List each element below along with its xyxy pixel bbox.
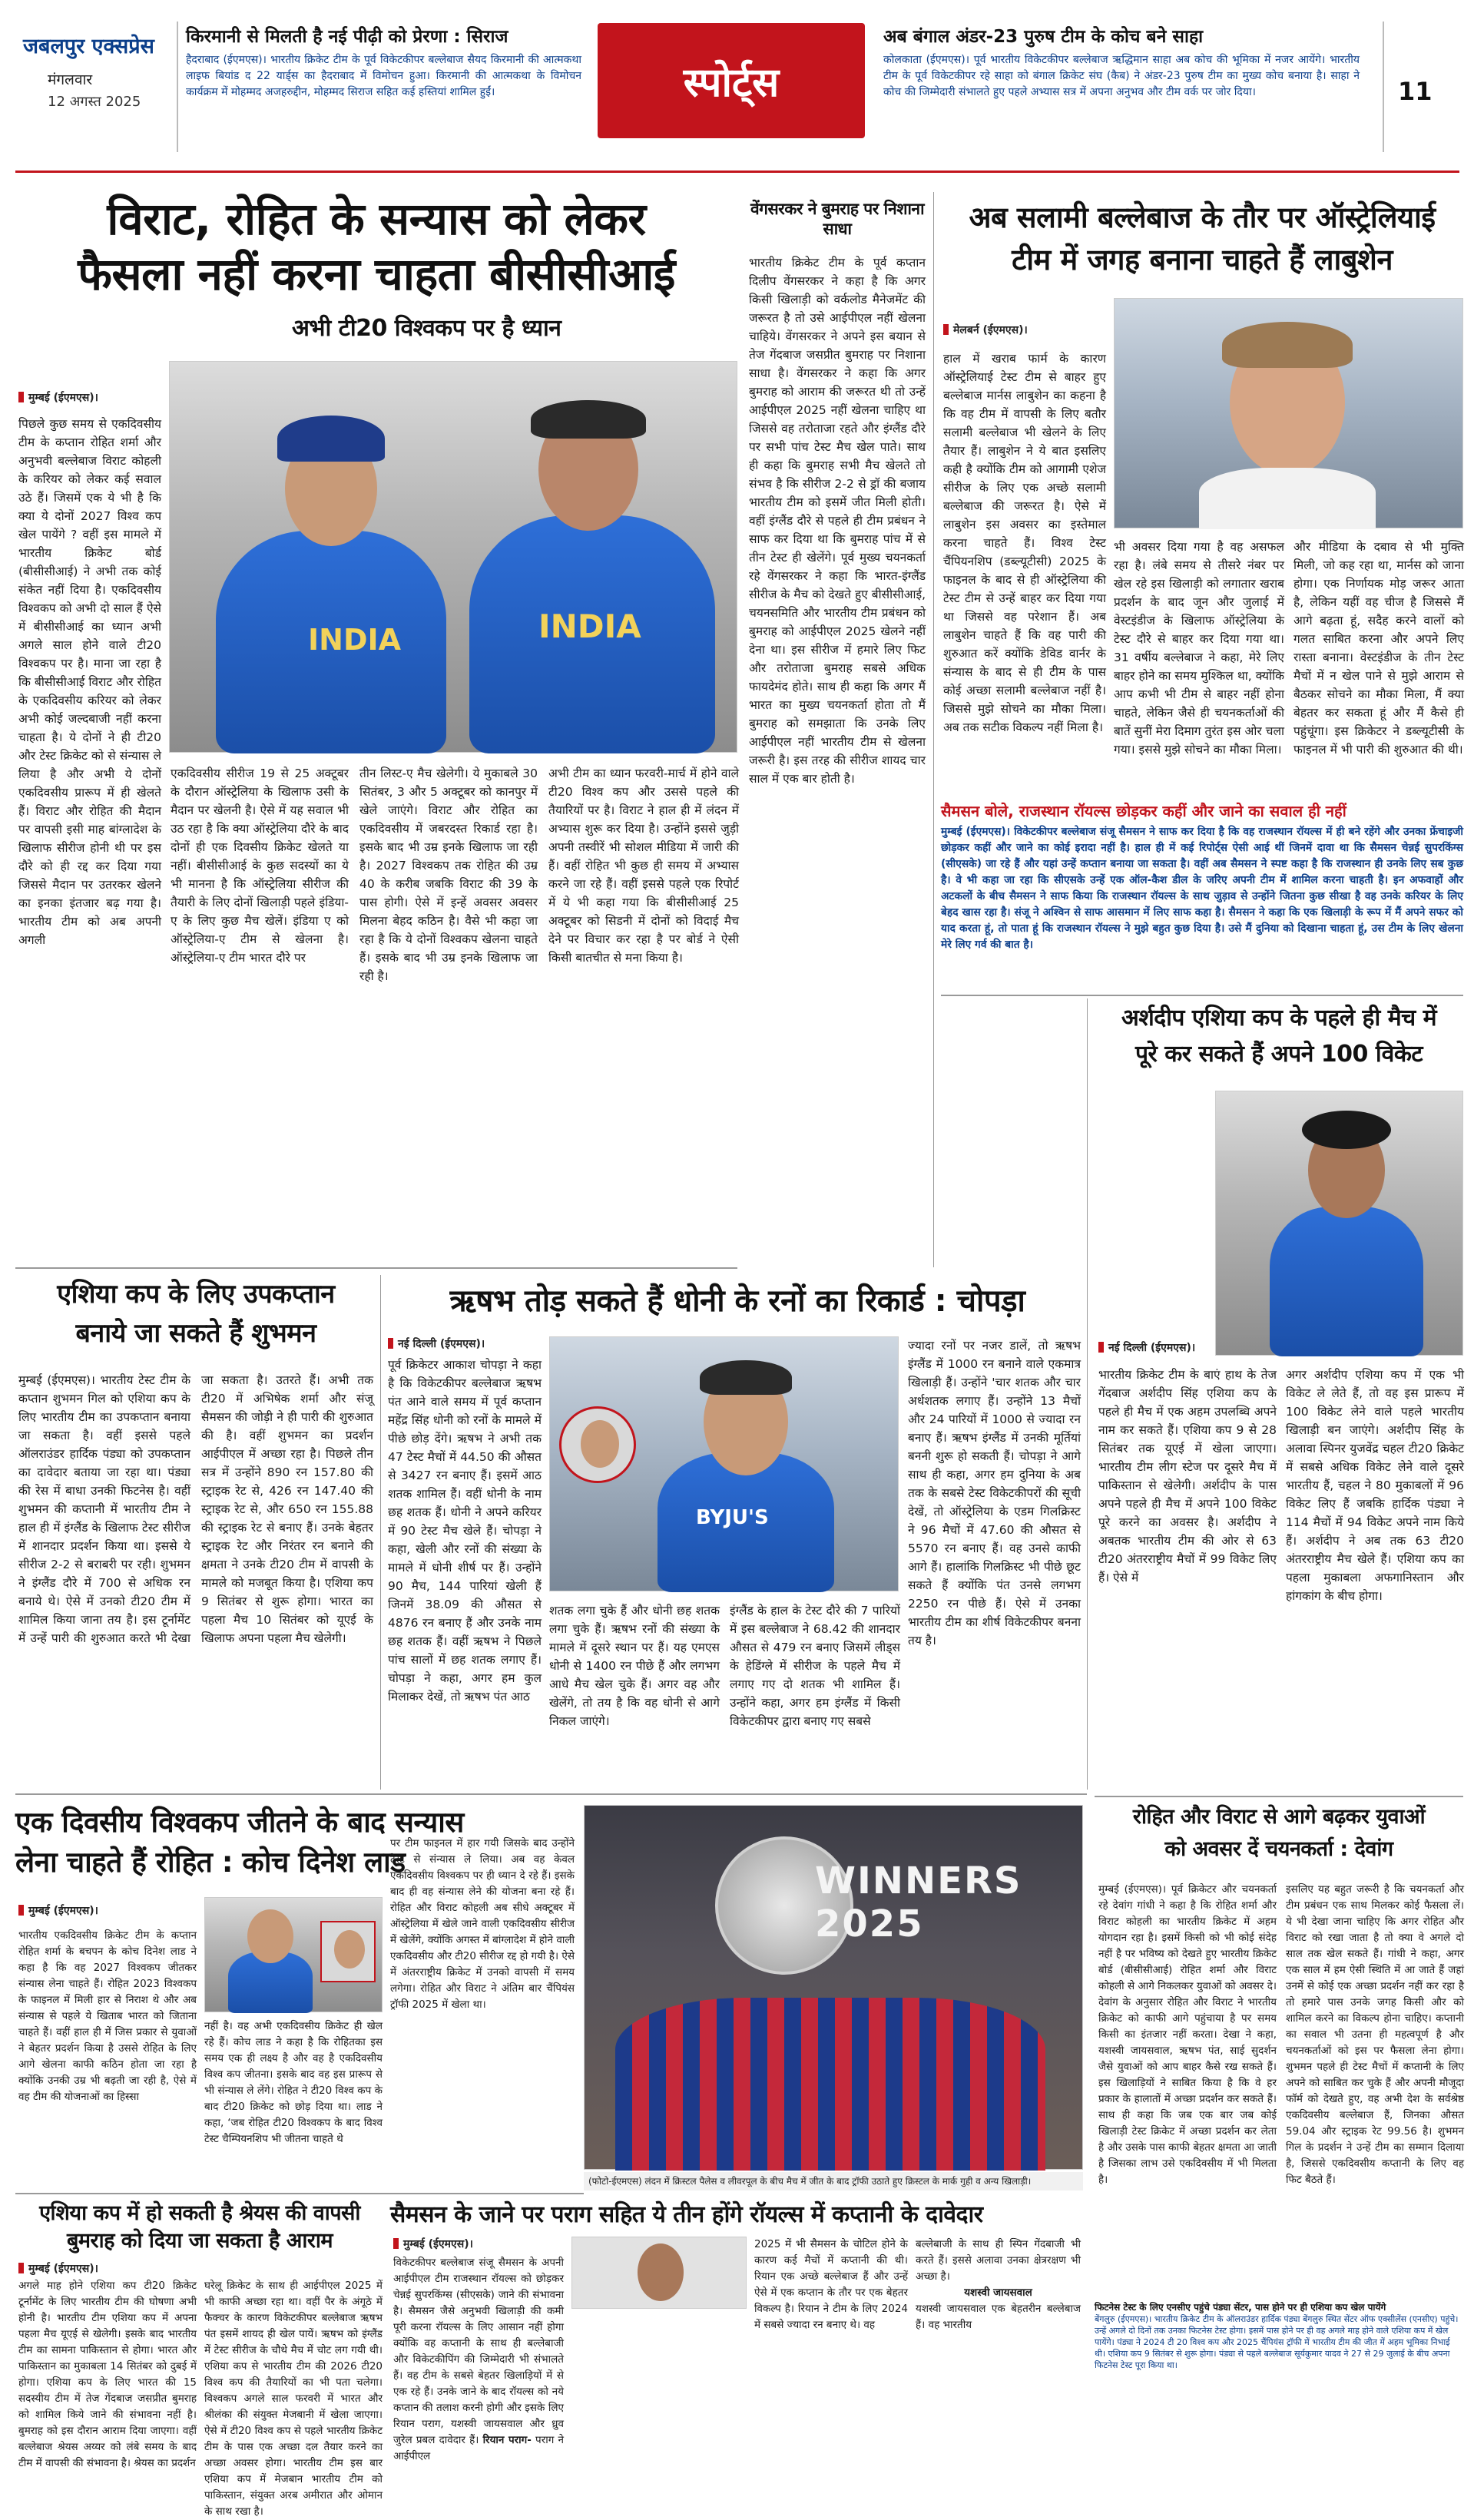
brief-saha-headline: अब बंगाल अंडर-23 पुरुष टीम के कोच बने साहा bbox=[883, 27, 1204, 47]
vengsarkar-headline: वेंगसरकर ने बुमराह पर निशाना साधा bbox=[750, 200, 925, 238]
parag-col-1-text: विकेटकीपर बल्लेबाज संजू सैमसन के अपनी आईपीएल टीम राजस्थान रॉयल्स को छोड़कर चेन्नई सुपरकिंग्स (सीएसके) जाने की संभावना है। सैमसन जैसे अनुभवी खिलाड़ी की कमी पूरी करना रॉयल्स के लिए आसान नहीं होगा क्योंकि वह कप्तानी के साथ ही बल्लेबाजी और विकेटकीपिंग की जिम्मेदारी भी संभालते हैं। वह टीम के सबसे बेहतर खिलाड़ियों में से एक रहे हैं। उनके जाने के बाद रॉयल्स को नये कप्तान की तलाश करनी होगी और इसके लिए रियान पराग, यशस्वी जायसवाल और ध्रुव जुरेल प्रबल दावेदार हैं। bbox=[393, 2257, 564, 2446]
arshdeep-byline: नई दिल्ली (ईएमएस)। bbox=[1098, 1340, 1195, 1355]
labuschagne-headline-1: अब सलामी बल्लेबाज के तौर पर ऑस्ट्रेलियाई bbox=[969, 200, 1436, 234]
virat-col-4: अभी टीम का ध्यान फरवरी-मार्च में होने वाले टी20 विश्व कप और उससे पहले की तैयारियों पर है। विराट ने हाल ही में लंदन में अभ्यास शुरू कर दिया है। उन्होंने इससे जुड़ी अपनी तस्वीरें भी सोशल मीडिया में जारी की हैं। वहीं रोहित भी कुछ ही समय में अभ्यास करने जा रहे हैं। वहीं इससे पहले एक रिपोर्ट में ये भी कहा गया कि बीसीसीआई 25 अक्टूबर को सिडनी में दोनों को विदाई मैच देने पर विचार कर रहा है पर बोर्ड ने ऐसी किसी बातचीत से मना किया है। bbox=[548, 767, 739, 965]
virat-headline-1: विराट, रोहित के सन्यास को लेकर bbox=[107, 193, 646, 245]
trophy-celebration-photo bbox=[584, 1805, 1083, 2170]
paper-day: मंगलवार bbox=[48, 71, 93, 88]
row-rule-1 bbox=[15, 1267, 737, 1269]
yuva-top-rule bbox=[1095, 1796, 1463, 1797]
pant-byline: नई दिल्ली (ईएमएस)। bbox=[388, 1336, 485, 1351]
labuschagne-col-1: हाल में खराब फार्म के कारण ऑस्ट्रेलियाई टेस्ट टीम से बाहर हुए बल्लेबाज मार्नस लाबुशेन का कहना है कि वह टीम में वापसी के लिए बतौर सलामी बल्लेबाज भी खेलने के लिए तैयार हैं। लाबुशेन ने ये बात इसलिए कही है क्योंकि टीम को आगामी एशेज सीरीज के लिए एक अच्छे सलामी बल्लेबाज की जरूरत है। ऐसे में लाबुशेन इस अवसर का इस्तेमाल करना चाहते हैं। विश्व टेस्ट चैंपियनशिप (डब्ल्यूटीसी) 2025 के फाइनल के बाद से ही ऑस्ट्रेलिया की टेस्ट टीम से उन्हें बाहर कर दिया गया था जिससे वह परेशान हैं। अब लाबुशेन चाहते हैं कि वह पारी की शुरुआत करें क्योंकि डेविड वार्नर के संन्यास के बाद से ही टीम के पास कोई अच्छा सलामी बल्लेबाज नहीं है। जिससे मुझे सोचने का मौका मिला। अब तक सटीक विकल्प नहीं मिला है। bbox=[943, 352, 1106, 734]
yuva-headline-1: रोहित और विराट से आगे बढ़कर युवाओं bbox=[1132, 1805, 1426, 1829]
column-rule-2 bbox=[380, 1275, 381, 1790]
masthead-divider-left bbox=[177, 22, 178, 152]
jaiswal-label: यशस्वी जायसवाल bbox=[964, 2287, 1032, 2299]
brief-saha bbox=[883, 23, 1360, 161]
shubman-text: मुम्बई (ईएमएस)। भारतीय टेस्ट टीम के कप्तान शुभमन गिल को एशिया कप के लिए भारतीय टीम का उपकप्तान बनाया जा सकता है। वहीं इससे पहले ऑलराउंडर हार्दिक पंड्या को उपकप्तान का दावेदार बताया जा रहा था। पंड्या की रेस में बाधा उनकी फिटनेस है। वहीं शुभमन की कप्तानी में भारतीय टीम ने हाल ही में इंग्लैंड के खिलाफ टेस्ट सीरीज में शानदार प्रदर्शन किया था। इससे ये सीरीज 2-2 से बराबरी पर रही। शुभमन ने इंग्लैंड दौरे में 700 से अधिक रन बनाये थे। ऐसे में उनको टी20 टीम में शामिल किया जाना तय है। इस टूर्नामेंट में उन्हें पारी की शुरुआत करते भी देखा जा सकता है। उतरते हैं। अभी तक टी20 में अभिषेक शर्मा और संजू सैमसन की जोड़ी ने ही पारी की शुरुआत की है। वहीं शुभमन का प्रदर्शन आईपीएल में अच्छा रहा है। पिछले तीन सत्र में उन्होंने 890 रन 157.80 की स्ट्राइक रेट से, 426 रन 147.40 की स्ट्राइक रेट से, और 650 रन 155.88 की स्ट्राइक रेट से बनाए हैं। उनके बेहतर स्ट्राइक रेट और निरंतर रन बनाने की क्षमता ने उनके टी20 टीम में वापसी के मामले को मजबूत किया है। एशिया कप 9 सितंबर से शुरू होगा। भारत का पहला मैच 10 सितंबर को यूएई के खिलाफ अपना पहला मैच खेलेगी। bbox=[18, 1373, 373, 1645]
jaiswal-photo bbox=[571, 2237, 747, 2309]
row-rule-2 bbox=[15, 1793, 1087, 1795]
brief-saha-text: कोलकाता (ईएमएस)। पूर्व भारतीय विकेटकीपर बल्लेबाज ऋद्धिमान साहा अब कोच की भूमिका में नजर आयेंगे। भारतीय टीम के पूर्व विकेटकीपर रहे साहा को बंगाल क्रिकेट संघ (कैब) ने अंडर-23 पुरुष टीम का मुख्य कोच बनाया है। साहा ने कोच की जिम्मेदारी संभालते हुए पहले अभ्यास सत्र में अपना अनुभव और टीम वर्क पर जोर दिया। bbox=[883, 54, 1360, 98]
parag-col-3b-text: यशस्वी जायसवाल एक बेहतरीन बल्लेबाज हैं। वह भारतीय bbox=[916, 2303, 1081, 2331]
brief-kirmani-headline: किरमानी से मिलती है नई पीढ़ी को प्रेरणा : सिराज bbox=[186, 27, 508, 47]
brief-kirmani-text: हैदराबाद (ईएमएस)। भारतीय क्रिकेट टीम के पूर्व विकेटकीपर बल्लेबाज सैयद किरमानी की आत्मकथा लाइफ बियांड द 22 यार्ड्स का हैदराबाद में विमोचन हुआ। किरमानी की आत्मकथा के विमोचन कार्यक्रम में मोहम्मद अजहरुद्दीन, मोहम्मद सिराज सहित कई हस्तियां शामिल हुईं। bbox=[186, 54, 581, 98]
page-number: 11 bbox=[1398, 77, 1433, 106]
virat-byline: मुम्बई (ईएमएस)। bbox=[18, 390, 98, 405]
chopra-inset-photo bbox=[559, 1406, 636, 1483]
arshdeep-col-2: अगर अर्शदीप एशिया कप में एक भी विकेट ले लेते हैं, तो वह इस प्रारूप में 100 विकेट लेने वाले पहले भारतीय खिलाड़ी बन जाएंगे। अर्शदीप सिंह के अलावा स्पिनर युजवेंद्र चहल टी20 क्रिकेट में सबसे अधिक विकेट लेने वाले दूसरे भारतीय हैं, चहल ने 80 मुकाबलों में 96 विकेट लिए हैं जबकि हार्दिक पंड्या ने 114 मैचों में 94 विकेट अपने नाम किये हैं। अर्शदीप ने अब तक 63 टी20 अंतरराष्ट्रीय मैच खेले हैं। एशिया कप का पहला मुकाबला अफगानिस्तान और हांगकांग के बीच होगा। bbox=[1286, 1368, 1464, 1603]
shreyas-headline-2: बुमराह को दिया जा सकता है आराम bbox=[66, 2229, 333, 2253]
rohit-coach-byline: मुम्बई (ईएमएस)। bbox=[18, 1903, 98, 1918]
shreyas-col-1: अगले माह होने एशिया कप टी20 क्रिकेट टूर्नामेंट के लिए भारतीय टीम की घोषणा अभी होनी है। भारतीय टीम एशिया कप में अपना पहला मैच यूएई से खेलेगी। इसके बाद भारतीय टीम का सामना पाकिस्तान से होगा। भारत और पाकिस्तान का मुकाबला 14 सितंबर को दुबई में होगा। एशिया कप के लिए भारत की 15 सदस्यीय टीम में तेज गेंदबाज जसप्रीत बुमराह को शामिल किये जाने की संभावना नहीं है। बुमराह को इस दौरान आराम दिया जाएगा। वहीं बल्लेबाज श्रेयस अय्यर को लंबे समय के बाद टीम में वापसी की संभावना है। श्रेयस का प्रदर्शन bbox=[18, 2280, 197, 2469]
arshdeep-headline-2: पूरे कर सकते हैं अपने 100 विकेट bbox=[1135, 1041, 1423, 1068]
section-title: स्पोर्ट्स bbox=[683, 60, 780, 106]
section-banner bbox=[598, 23, 865, 138]
virat-col-2: एकदिवसीय सीरीज 19 से 25 अक्टूबर के दौरान ऑस्ट्रेलिया के खिलाफ उसी के मैदान पर खेलनी है। ऐसे में यह सवाल भी उठ रहा है कि क्या ऑस्ट्रेलिया दौरे के बाद दोनों ही एक दिवसीय क्रिकेट खेलते या नहीं। बीसीसीआई के कुछ सदस्यों का ये भी मानना है कि ऑस्ट्रेलिया सीरीज की तैयारी के लिए दोनों खिलाड़ी पहले इंडिया-ए के लिए कुछ मैच खेलें। इंडिया ए को ऑस्ट्रेलिया-ए टीम से खेलना है। ऑस्ट्रेलिया-ए टीम भारत दौरे पर bbox=[171, 767, 349, 965]
row-rule-1b bbox=[941, 995, 1463, 996]
virat-col-3: तीन लिस्ट-ए मैच खेलेगी। ये मुकाबले 30 सितंबर, 3 और 5 अक्टूबर को कानपुर में खेले जाएंगे। विराट और रोहित का एकदिवसीय में जबरदस्त रिकार्ड रहा है। इसके बाद भी उम्र इनके खिलाफ जा रही है। 2027 विश्वकप तक रोहित की उम्र 40 के करीब जबकि विराट की 39 के पास होगी। ऐसे में इन्हें अवसर अवसर मिलना बेहद कठिन है। वैसे भी कहा जा रहा है कि ये दोनों विश्वकप खेलना चाहते हैं। इसके बाद भी उम्र इनके खिलाफ जा रही है। bbox=[359, 767, 538, 983]
pant-col-1: पूर्व क्रिकेटर आकाश चोपड़ा ने कहा है कि विकेटकीपर बल्लेबाज ऋषभ पंत आने वाले समय में पूर्व कप्तान महेंद्र सिंह धोनी को रनों के मामले में पीछे छोड़ देंगे। ऋषभ ने अभी तक 47 टेस्ट मैचों में 44.50 की औसत से 3427 रन बनाए हैं। इसमें आठ शतक शामिल हैं। वहीं धोनी के नाम छह शतक हैं। धोनी ने अपने करियर में 90 टेस्ट मैच खेले हैं। चोपड़ा ने कहा, खेली और रनों की संख्या के मामले में धोनी शीर्ष पर हैं। उन्होंने 90 मैच, 144 पारियां खेली हैं जिनमें 38.09 की औसत से 4876 रन बनाए हैं और उनके नाम छह शतक हैं। वहीं ऋषभ ने पिछले पांच सालों में छह शतक लगाए हैं। चोपड़ा ने कहा, अगर हम कुल मिलाकर देखें, तो ऋषभ पंत आठ bbox=[388, 1358, 542, 1704]
pant-col-3: इंग्लैंड के हाल के टेस्ट दौरे की 7 पारियों में इस बल्लेबाज ने 68.42 की शानदार औसत से 479 रन बनाए जिसमें लीड्स के हेडिंग्ले में सीरीज के पहले मैच में लगाए गए दो शतक भी शामिल हैं। उन्होंने कहा, अगर हम इंग्लैंड में किसी विकेटकीपर द्वारा बनाए गए सबसे bbox=[730, 1604, 900, 1728]
arshdeep-col-1: भारतीय क्रिकेट टीम के बाएं हाथ के तेज गेंदबाज अर्शदीप सिंह एशिया कप के पहले ही मैच में एक अहम उपलब्धि अपने नाम कर सकते हैं। एशिया कप 9 से 28 सितंबर तक यूएई में खेला जाएगा। भारतीय टीम लीग स्टेज पर दूसरे मैच में पाकिस्तान से खेलेगी। अर्शदीप के पास अपने पहले ही मैच में अपने 100 विकेट पूरे करने का अवसर है। अर्शदीप ने अबतक भारतीय टीम की ओर से 63 टी20 अंतरराष्ट्रीय मैचों में 99 विकेट लिए हैं। ऐसे में bbox=[1098, 1368, 1277, 1585]
trophy-banner-text: WINNERS 2025 bbox=[815, 1859, 1022, 1945]
pandya-brief-headline: फिटनेस टेस्ट के लिए एनसीए पहुंचे पंड्या सेंटर, पास होने पर ही एशिया कप खेल पायेंगे bbox=[1095, 2302, 1386, 2313]
vengsarkar-text: भारतीय क्रिकेट टीम के पूर्व कप्तान दिलीप वेंगसरकर ने कहा है कि अगर किसी खिलाड़ी को वर्कलोड मैनेजमेंट की जरूरत है तो उसे आईपीएल नहीं खेलना चाहिये। वेंगसरकर ने अपने इस बयान से तेज गेंदबाज जसप्रीत बुमराह पर निशाना साधा है। वेंगसरकर ने कहा कि अगर बुमराह को आराम की जरूरत थी तो उन्हें आईपीएल 2025 नहीं खेलना चाहिए था जिससे वह तरोताजा रहते और इंग्लैंड दौरे पर सभी पांच टेस्ट मैच खेल पाते। साथ ही कहा कि बुमराह सभी मैच खेलते तो संभव है कि सीरीज 2-2 से ड्रॉ की बजाय भारतीय टीम को इसमें जीत मिली होती। वहीं इंग्लैंड दौरे से पहले ही टीम प्रबंधन ने साफ कर दिया था कि बुमराह पांच में से तीन टेस्ट ही खेलेंगे। पूर्व मुख्य चयनकर्ता रहे वेंगसरकर ने कहा कि भारत-इंग्लैंड सीरीज के मैच को देखते हुए बीसीसीआई, चयनसमिति और भारतीय टीम प्रबंधन को बुमराह को आईपीएल 2025 खेलने नहीं देना था। इस सीरीज में हमारे लिए फिट और तरोताजा बुमराह सबसे अधिक फायदेमंद होते। साथ ही कहा कि अगर मैं भारत का मुख्य चयनकर्ता होता तो मैं बुमराह को समझाता कि उनके लिए आईपीएल नहीं भारतीय टीम से खेलना जरूरी है। इस तरह की सीरीज शायद चार साल में एक बार होती है। bbox=[749, 256, 926, 786]
parag-byline: मुम्बई (ईएमएस)। bbox=[393, 2237, 473, 2251]
column-rule-3 bbox=[1087, 998, 1088, 1790]
pant-photo: BYJU'S bbox=[549, 1336, 899, 1591]
masthead bbox=[0, 0, 1474, 171]
rohit-coach-photo bbox=[204, 1897, 383, 2012]
shreyas-col-2: घरेलू क्रिकेट के साथ ही आईपीएल 2025 में भी काफी अच्छा रहा था। वहीं पैर के अंगूठे में फैक्चर के कारण विकेटकीपर बल्लेबाज ऋषभ पंत इसमें शायद ही खेल पायें। ऋषभ को इंग्लैंड में टेस्ट सीरीज के चौथे मैच में चोट लग गयी थी। एशिया कप से भारतीय टीम की 2026 टी20 विश्व कप की तैयारियों का भी पता चलेगा। विश्वकप अगले साल फरवरी में भारत और श्रीलंका की संयुक्त मेजबानी में खेला जाएगा। ऐसे में टी20 विश्व कप से पहले भारतीय क्रिकेट टीम के पास एक अच्छा दल तैयार करने का अच्छा अवसर होगा। भारतीय टीम इस बार एशिया कप में मेजबान भारतीय टीम को पाकिस्तान, संयुक्त अरब अमीरात और ओमान के साथ रखा है। bbox=[204, 2280, 383, 2518]
parag-col-3-text: बल्लेबाजी के साथ ही स्पिन गेंदबाजी भी करते हैं। इससे अलावा उनका क्षेत्ररक्षण भी अच्छा है। bbox=[916, 2238, 1081, 2283]
shreyas-headline-1: एशिया कप में हो सकती है श्रेयस की वापसी bbox=[39, 2201, 360, 2225]
samson-brief bbox=[941, 800, 1463, 988]
parag-col-1 bbox=[393, 2255, 564, 2462]
shreyas-byline: मुम्बई (ईएमएस)। bbox=[18, 2261, 98, 2276]
yuva-headline-2: को अवसर दें चयनकर्ता : देवांग bbox=[1164, 1837, 1393, 1861]
labuschagne-col-3: और मीडिया के दबाव से भी मुक्ति मिली, जो कह रहा था, मार्नस को जाना होगा। एक निर्णायक मोड़ जरूर आता है, लेकिन यहीं वह चीज है जिससे मैं आगे बढ़ता हूं, सदैह करने वालों को गलत साबित करना और अपने लिए रास्ता बनाना। वेस्टइंडीज के तीन टेस्ट मैचों में न खेल पाने से मुझे आराम से बैठकर सोचने का मौका मिला, मैं क्या बेहतर कर सकता हूं और मैं कैसे ही पहुंचूंगा। इस क्रिकेटर ने डब्ल्यूटीसी के फाइनल में भी पारी की शुरुआत की थी। bbox=[1293, 540, 1464, 757]
shubman-headline-2: बनाये जा सकते हैं शुभमन bbox=[75, 1318, 316, 1349]
rohit-coach-headline-1: एक दिवसीय विश्वकप जीतने के बाद सन्यास bbox=[15, 1806, 464, 1839]
parag-headline: सैमसन के जाने पर पराग सहित ये तीन होंगे रॉयल्स में कप्तानी के दावेदार bbox=[390, 2201, 983, 2228]
masthead-divider-right bbox=[1383, 22, 1384, 152]
virat-headline-2: फैसला नहीं करना चाहता बीसीसीआई bbox=[78, 248, 675, 300]
pant-col-2: शतक लगा चुके हैं और धोनी छह शतक लगा चुके हैं। ऋषभ रनों की संख्या के मामले में दूसरे स्थान पर हैं। यह एमएस धोनी से 1400 रन पीछे हैं और लगभग आधे मैच खेल चुके हैं। अगर वह और खेलेंगे, तो तय है कि वह धोनी से आगे निकल जाएंगे। bbox=[549, 1604, 720, 1728]
labuschagne-headline-2: टीम में जगह बनाना चाहते हैं लाबुशेन bbox=[1012, 243, 1393, 277]
parag-col-3 bbox=[916, 2237, 1081, 2331]
yuva-col-1: मुम्बई (ईएमएस)। पूर्व क्रिकेटर और चयनकर्ता रहे देवांग गांधी ने कहा है कि रोहित शर्मा और विराट कोहली का भारतीय क्रिकेट में अहम योगदान रहा है। इसमें किसी को भी कोई संदेह नहीं है पर भविष्य को देखते हुए भारतीय क्रिकेट बोर्ड (बीसीसीआई) रोहित शर्मा और विराट कोहली से आगे निकलकर युवाओं को अवसर दे। देवांग के अनुसार रोहित और विराट ने भारतीय क्रिकेट को काफी आगे पहुंचाया है पर समय किसी का इंतजार नहीं करता। देखा ने कहा, यशस्वी जायसवाल, ऋषभ पंत, साई सुदर्शन जैसे युवाओं को आप बाहर कैसे रख सकते हैं। इस खिलाड़ियों ने साबित किया है कि वे हर प्रकार के हालातों में अच्छा प्रदर्शन कर सकते हैं। साथ ही कहा कि जब एक बार जब कोई खिलाड़ी टेस्ट क्रिकेट में अच्छा प्रदर्शन कर लेता है और उसके पास काफी बेहतर क्षमता आ जाती है जिसका लाभ उसे एकदिवसीय में भी मिलता है। bbox=[1098, 1883, 1277, 2186]
labuschagne-photo bbox=[1114, 298, 1463, 528]
brief-kirmani bbox=[186, 23, 581, 161]
labuschagne-byline: मेलबर्न (ईएमएस)। bbox=[943, 323, 1028, 337]
virat-rohit-photo: INDIA INDIA bbox=[169, 361, 737, 753]
paper-name: जबलपुर एक्सप्रेस bbox=[23, 35, 154, 58]
lad-inset-photo bbox=[320, 1921, 376, 1982]
rohit-coach-col-3: पर टीम फाइनल में हार गयी जिसके बाद उन्होंने टेस्ट से संन्यास ले लिया। अब वह केवल एकदिवसीय विश्वकप पर ही ध्यान दे रहे हैं। इसके बाद ही वह संन्यास लेने की योजना बना रहे हैं। रोहित और विराट कोहली अब सीधे अक्टूबर में ऑस्ट्रेलिया में खेले जाने वाली एकदिवसीय सीरीज में खेलेंगे, क्योंकि अगस्त में बांग्लादेश में होने वाली एकदिवसीय और टी20 सीरीज रद्द हो गयी है। ऐसे में अंतरराष्ट्रीय क्रिकेट में उनको वापसी में समय लगेगा। रोहित और विराट ने अंतिम बार चैंपियंस ट्रॉफी 2025 में खेला था। bbox=[390, 1837, 575, 2011]
rohit-coach-col-2: नहीं है। वह अभी एकदिवसीय क्रिकेट ही खेल रहे हैं। कोच लाड ने कहा है कि रोहितका इस समय एक ही लक्ष्य है और वह है एकदिवसीय विश्व कप जीतना। इसके बाद वह इस प्रारूप से भी संन्यास ले लेंगे। रोहित ने टी20 विश्व कप के बाद टी20 क्रिकेट को छोड़ दिया था। लाड ने कहा, ‘जब रोहित टी20 विश्वकप के बाद विश्व टेस्ट चैम्पियनशिप भी जीतना चाहते थे bbox=[204, 2020, 383, 2145]
row-rule-3 bbox=[15, 2193, 584, 2194]
parag-subhead: रियान पराग- bbox=[482, 2434, 532, 2446]
shubman-headline-1: एशिया कप के लिए उपकप्तान bbox=[57, 1279, 335, 1310]
arshdeep-photo bbox=[1215, 1091, 1463, 1356]
virat-subhead: अभी टी20 विश्वकप पर है ध्यान bbox=[292, 315, 561, 342]
virat-col-1: पिछले कुछ समय से एकदिवसीय टीम के कप्तान रोहित शर्मा और अनुभवी बल्लेबाज विराट कोहली के करियर को लेकर कई सवाल उठे हैं। जिसमें एक ये भी है कि क्या ये दोनों 2027 विश्व कप खेल पायेंगे ? वहीं इस मामले में भारतीय क्रिकेट बोर्ड (बीसीसीआई) ने अभी तक कोई संकेत नहीं दिया है। एकदिवसीय विश्वकप को अभी दो साल हैं ऐसे में बीसीसीआई का ध्यान अभी अगले साल होने वाले टी20 विश्वकप पर है। माना जा रहा है कि बीसीसीआई विराट और रोहित के एकदिवसीय करियर को लेकर अभी कोई जल्दबाजी नहीं करना चाहता है। ये दोनों ने ही टी20 और टेस्ट क्रिकेट को से संन्यास ले लिया है और अभी ये दोनों एकदिवसीय प्रारूप में ही खेलते हैं। विराट और रोहित की मैदान पर वापसी इसी माह बांग्लादेश के खिलाफ सीरीज होनी थी पर इस दौरे को ही रद्द कर दिया गया जिससे मैदान पर उतरकर खेलने का इनका इंतजार बढ़ गया है। भारतीय टीम को अब अपनी अगली bbox=[18, 417, 161, 947]
pant-headline: ऋषभ तोड़ सकते हैं धोनी के रनों का रिकार्ड : चोपड़ा bbox=[449, 1283, 1025, 1319]
samson-brief-headline: सैमसन बोले, राजस्थान रॉयल्स छोड़कर कहीं और जाने का सवाल ही नहीं bbox=[941, 802, 1346, 820]
masthead-bottom-rule bbox=[15, 171, 1459, 173]
column-rule-1 bbox=[933, 192, 934, 1267]
pandya-brief bbox=[1095, 2300, 1463, 2370]
yuva-col-2: इसलिए यह बहुत जरूरी है कि चयनकर्ता और टीम प्रबंधन एक साथ मिलकर कोई फैसला लें। ये भी देखा जाना चाहिए कि अगर रोहित और विराट को रखा जाता है तो क्या वे अगले दो साल तक खेल सकते हैं। गांधी ने कहा, अगर एक साल में हम ऐसी स्थिति में आ जाते हैं जहां उनमें से कोई एक अच्छा प्रदर्शन नहीं कर रहा है तो हमारे पास उनके जगह किसी और को शामिल करने का विकल्प होना चाहिए। कप्तानी का सवाल भी उतना ही महत्वपूर्ण है और चयनकर्ताओं को इस पर फैसला लेना होगा। शुभमन पहले ही टेस्ट मैचों में कप्तानी के लिए अपने को साबित कर चुके हैं और अपनी मौजूदा फॉर्म को देखते हुए, वह अभी देश के सर्वश्रेष्ठ एकदिवसीय बल्लेबाज हैं, जिनका औसत 59.04 और स्ट्राइक रेट 99.56 है। शुभमन गिल के प्रदर्शन ने उन्हें टीम का सम्मान दिलाया है, जिससे एकदिवसीय कप्तानी के लिए वह फिट बैठते हैं। bbox=[1286, 1883, 1464, 2186]
trophy-photo-caption: (फोटो-ईएमएस) लंदन में क्रिस्टल पैलेस व लीवरपूल के बीच मैच में जीत के बाद ट्रॉफी उठाते हुए क्रिस्टल के मार्क गुही व अन्य खिलाड़ी। bbox=[584, 2172, 1083, 2191]
rohit-coach-col-1: भारतीय एकदिवसीय क्रिकेट टीम के कप्तान रोहित शर्मा के बचपन के कोच दिनेश लाड ने कहा है कि वह 2027 विश्वकप जीतकर संन्यास लेना चाहते हैं। रोहित 2023 विश्वकप के फाइनल में मिली हार से निराश थे और अब संन्यास से पहले ये खिताब भारत को जिताना चाहते हैं। वहीं हाल ही में जिस प्रकार से युवाओं ने बेहतर प्रदर्शन किया है उससे रोहित के लिए आगे खेलना काफी कठिन होता जा रहा है क्योंकि उनकी उम्र भी बढ़ती जा रही है, ऐसे में वह टीम की योजनाओं का हिस्सा bbox=[18, 1929, 197, 2103]
arshdeep-headline-1: अर्शदीप एशिया कप के पहले ही मैच में bbox=[1121, 1005, 1437, 1032]
paper-date: 12 अगस्त 2025 bbox=[48, 94, 141, 110]
parag-col-2: 2025 में भी सैमसन के चोटिल होने के कारण कई मैचों में कप्तानी की थी। रियान एक अच्छे बल्लेबाज हैं और उन्हें ऐसे में एक कप्तान के तौर पर एक बेहतर विकल्प है। रियान ने टीम के लिए 2024 में सबसे ज्यादा रन बनाए थे। वह bbox=[754, 2238, 908, 2331]
rohit-coach-headline-2: लेना चाहते हैं रोहित : कोच दिनेश लाड bbox=[15, 1846, 406, 1879]
pant-col-4: ज्यादा रनों पर नजर डालें, तो ऋषभ इंग्लैंड में 1000 रन बनाने वाले एकमात्र खिलाड़ी हैं। उन्होंने 'चार शतक और चार अर्धशतक लगाए हैं। उन्होंने 13 मैचों और 24 पारियों में 1000 से ज्यादा रन बनाए हैं। ऋषभ इंग्लैंड में उनकी मूर्तियां बननी शुरू हो सकती हैं। चोपड़ा ने आगे साथ ही कहा, अगर हम दुनिया के अब तक के सबसे टेस्ट विकेटकीपरों की सूची देखें, तो ऑस्ट्रेलिया के एडम गिलक्रिस्ट ने 96 मैचों में 47.60 की औसत से 5570 रन बनाए हैं। वह उनसे काफी आगे हैं। हालांकि गिलक्रिस्ट भी पीछे छूट सकते हैं क्योंकि पंत उनसे लगभग 2250 रन पीछे हैं। ऐसे में उनका भारतीय टीम का शीर्ष विकेटकीपर बनना तय है। bbox=[908, 1339, 1081, 1647]
labuschagne-col-2: भी अवसर दिया गया है वह असफल रहा है। लंबे समय से तीसरे नंबर पर खेल रहे इस खिलाड़ी को लगातार खराब प्रदर्शन के बाद जून और जुलाई में वेस्टइंडीज के खिलाफ ऑस्ट्रेलिया के टेस्ट दौरे से बाहर कर दिया गया था। 31 वर्षीय बल्लेबाज ने कहा, मेरे लिए बाहर होने का समय मुश्किल था, क्योंकि आप कभी भी टीम से बाहर नहीं होना चाहते, लेकिन जैसे ही चयनकर्ताओं की बातें सुनीं मेरा दिमाग तुरंत इस ओर चला गया। इससे मुझे सोचने का मौका मिला। bbox=[1114, 540, 1284, 757]
parag-col-1-tail: पराग ने आईपीएल bbox=[393, 2434, 564, 2462]
pandya-brief-text: बेंगलुरु (ईएमएस)। भारतीय क्रिकेट टीम के ऑलराउंडर हार्दिक पंड्या बेंगलुरु स्थित सेंटर ऑफ एक्सीलेंस (एनसीए) पहुंचे। उन्हें अगले दो दिनों तक उनका फिटनेस टेस्ट होगा। इसमें पास होने पर ही वह अगले माह होने वाले एशिया कप में खेल पायेंगे। पंड्या ने 2024 टी 20 विश्व कप और 2025 चैंपियंस ट्रॉफी में भारतीय टीम की जीत में अहम भूमिका निभाई थी। एशिया कप 9 सितंबर से शुरू होगा। पंड्या से पहले बल्लेबाज सूर्यकुमार यादव ने 27 से 29 जुलाई के बीच अपना फिटनेस टेस्ट पूरा किया था। bbox=[1095, 2314, 1459, 2370]
samson-brief-text: मुम्बई (ईएमएस)। विकेटकीपर बल्लेबाज संजू सैमसन ने साफ कर दिया है कि वह राजस्थान रॉयल्स में ही बने रहेंगे और उनका फ्रेंचाइजी छोड़कर कहीं और जाने का कोई इरादा नहीं है। हाल ही में कई रिपोर्ट्स ऐसी आई थीं जिनमें दावा था कि सैमसन चेन्नई सुपरकिंग्स (सीएसके) जा रहे हैं और यहां उन्हें कप्तान बनाया जा सकता है। वहीं अब सैमसन ने स्पष्ट कहा है कि राजस्थान ही उनके लिए सब कुछ है। वे भी कहा जा रहा कि सीएसके उन्हें एक ऑल-कैश डील के जरिए अपनी टीम में शामिल करना चाहती है। इन अफवाहों और अटकलों के बीच सैमसन ने साफ किया कि राजस्थान रॉयल्स के साथ जुड़ाव से उन्होंने जितना कुछ सीखा है वह उनके करियर के लिए बेहद खास रहा है। संजू ने अश्विन से साफ आसमान में लिए साफ कहा है। सैमसन ने कहा कि एक खिलाड़ी के रूप में मैं अपने सफर को याद करता हूं, तो पाता हूं कि राजस्थान रॉयल्स ने मुझे बहुत कुछ दिया है। उसे मैं दुनिया को दिखाना चाहता हूं, उस टीम के लिए खेलना मेरे लिए गर्व की बात है। bbox=[941, 826, 1463, 951]
